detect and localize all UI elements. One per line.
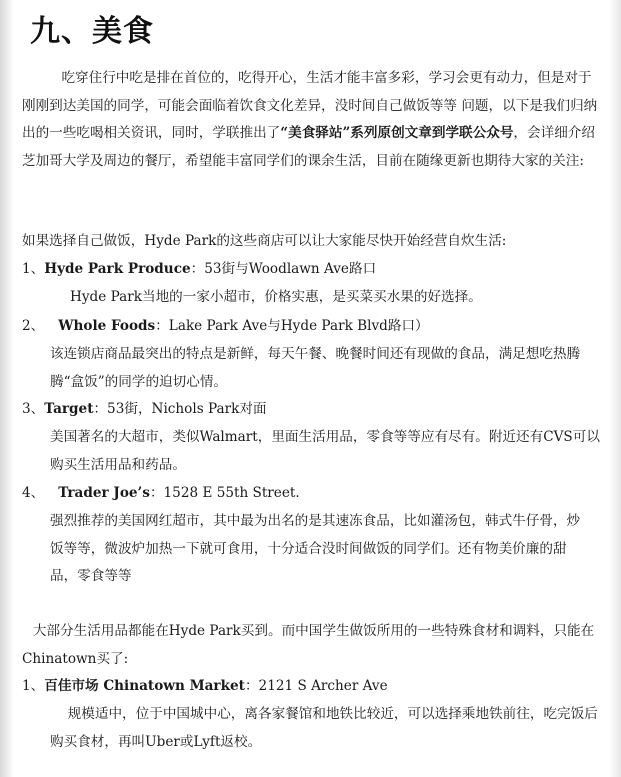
store-description: 强烈推荐的美国网红超市，其中最为出名的是其速冻食品，比如灌汤包，韩式牛仔骨，炒饭等等，微波炉加热一下就可食用，十分适合没时间做饭的同学们。还有物美价廉的甜品，零食等等 — [50, 513, 581, 584]
store-heading-trader-joes — [22, 480, 300, 507]
store-address: ：53街，Nichols Park对面 — [93, 401, 267, 417]
store-address: ：Lake Park Ave与Hyde Park Blvd路口） — [155, 318, 429, 334]
intro-text-1: 吃穿住行中吃是排在首位的，吃得开心，生活才能丰富多彩，学习会更有动力，但是对于刚刚到达美国的同学，可能会面临着饮食文化差异，没时间自己做饭等等 问题，以下是我们归纳出的一些吃喝相关资讯，同时，学联推出了 — [22, 70, 598, 141]
store-number: 1、 — [22, 261, 45, 277]
store-address: ：53街与Woodlawn Ave路口 — [190, 261, 377, 277]
intro-text-2: ，会详细介绍芝加哥大学及周边的餐厅，希望能丰富同学们的课余生活，目前在随缘更新也期待大家的关注: — [22, 125, 595, 169]
intro-paragraph — [22, 65, 600, 175]
store-number: 1、 — [22, 678, 45, 694]
store-address: ：1528 E 55th Street. — [149, 485, 300, 501]
store-heading-chinatown-market — [22, 673, 388, 700]
store-description: 该连锁店商品最突出的特点是新鲜，每天午餐、晚餐时间还有现做的食品，满足想吃热腾腾“盒饭”的同学的迫切心情。 — [50, 346, 581, 390]
store-number: 2、 — [22, 318, 45, 334]
section-title: 九、美食 — [30, 14, 154, 49]
intro-bold-text: “美食驿站”系列原创文章到学联公众号 — [280, 125, 514, 141]
store-heading-target — [22, 396, 267, 423]
store-heading-whole-foods — [22, 313, 429, 340]
store-heading-hyde-park-produce — [22, 256, 376, 283]
store-name: Trader Joe’s — [58, 485, 150, 501]
store-description: Hyde Park当地的一家小超市，价格实惠，是买菜买水果的好选择。 — [70, 289, 482, 305]
store-number: 3、 — [22, 401, 45, 417]
store-description: 美国著名的大超市，类似Walmart，里面生活用品，零食等等应有尽有。附近还有CVS可以购买生活用品和药品。 — [50, 429, 600, 473]
cooking-intro: 如果选择自己做饭，Hyde Park的这些商店可以让大家能尽快开始经营自炊生活: — [22, 233, 507, 249]
store-address: ：2121 S Archer Ave — [244, 678, 388, 694]
store-description: 规模适中，位于中国城中心，离各家餐馆和地铁比较近，可以选择乘地铁前往，吃完饭后购买食材，再叫Uber或Lyft返校。 — [50, 706, 598, 750]
store-number: 4、 — [22, 485, 45, 501]
store-name: 百佳市场 Chinatown Market — [44, 678, 245, 694]
store-name: Whole Foods — [58, 318, 156, 334]
store-name: Target — [44, 401, 94, 417]
chinatown-intro: 大部分生活用品都能在Hyde Park买到。而中国学生做饭所用的一些特殊食材和调料，只能在Chinatown买了: — [22, 623, 595, 667]
store-name: Hyde Park Produce — [44, 261, 191, 277]
